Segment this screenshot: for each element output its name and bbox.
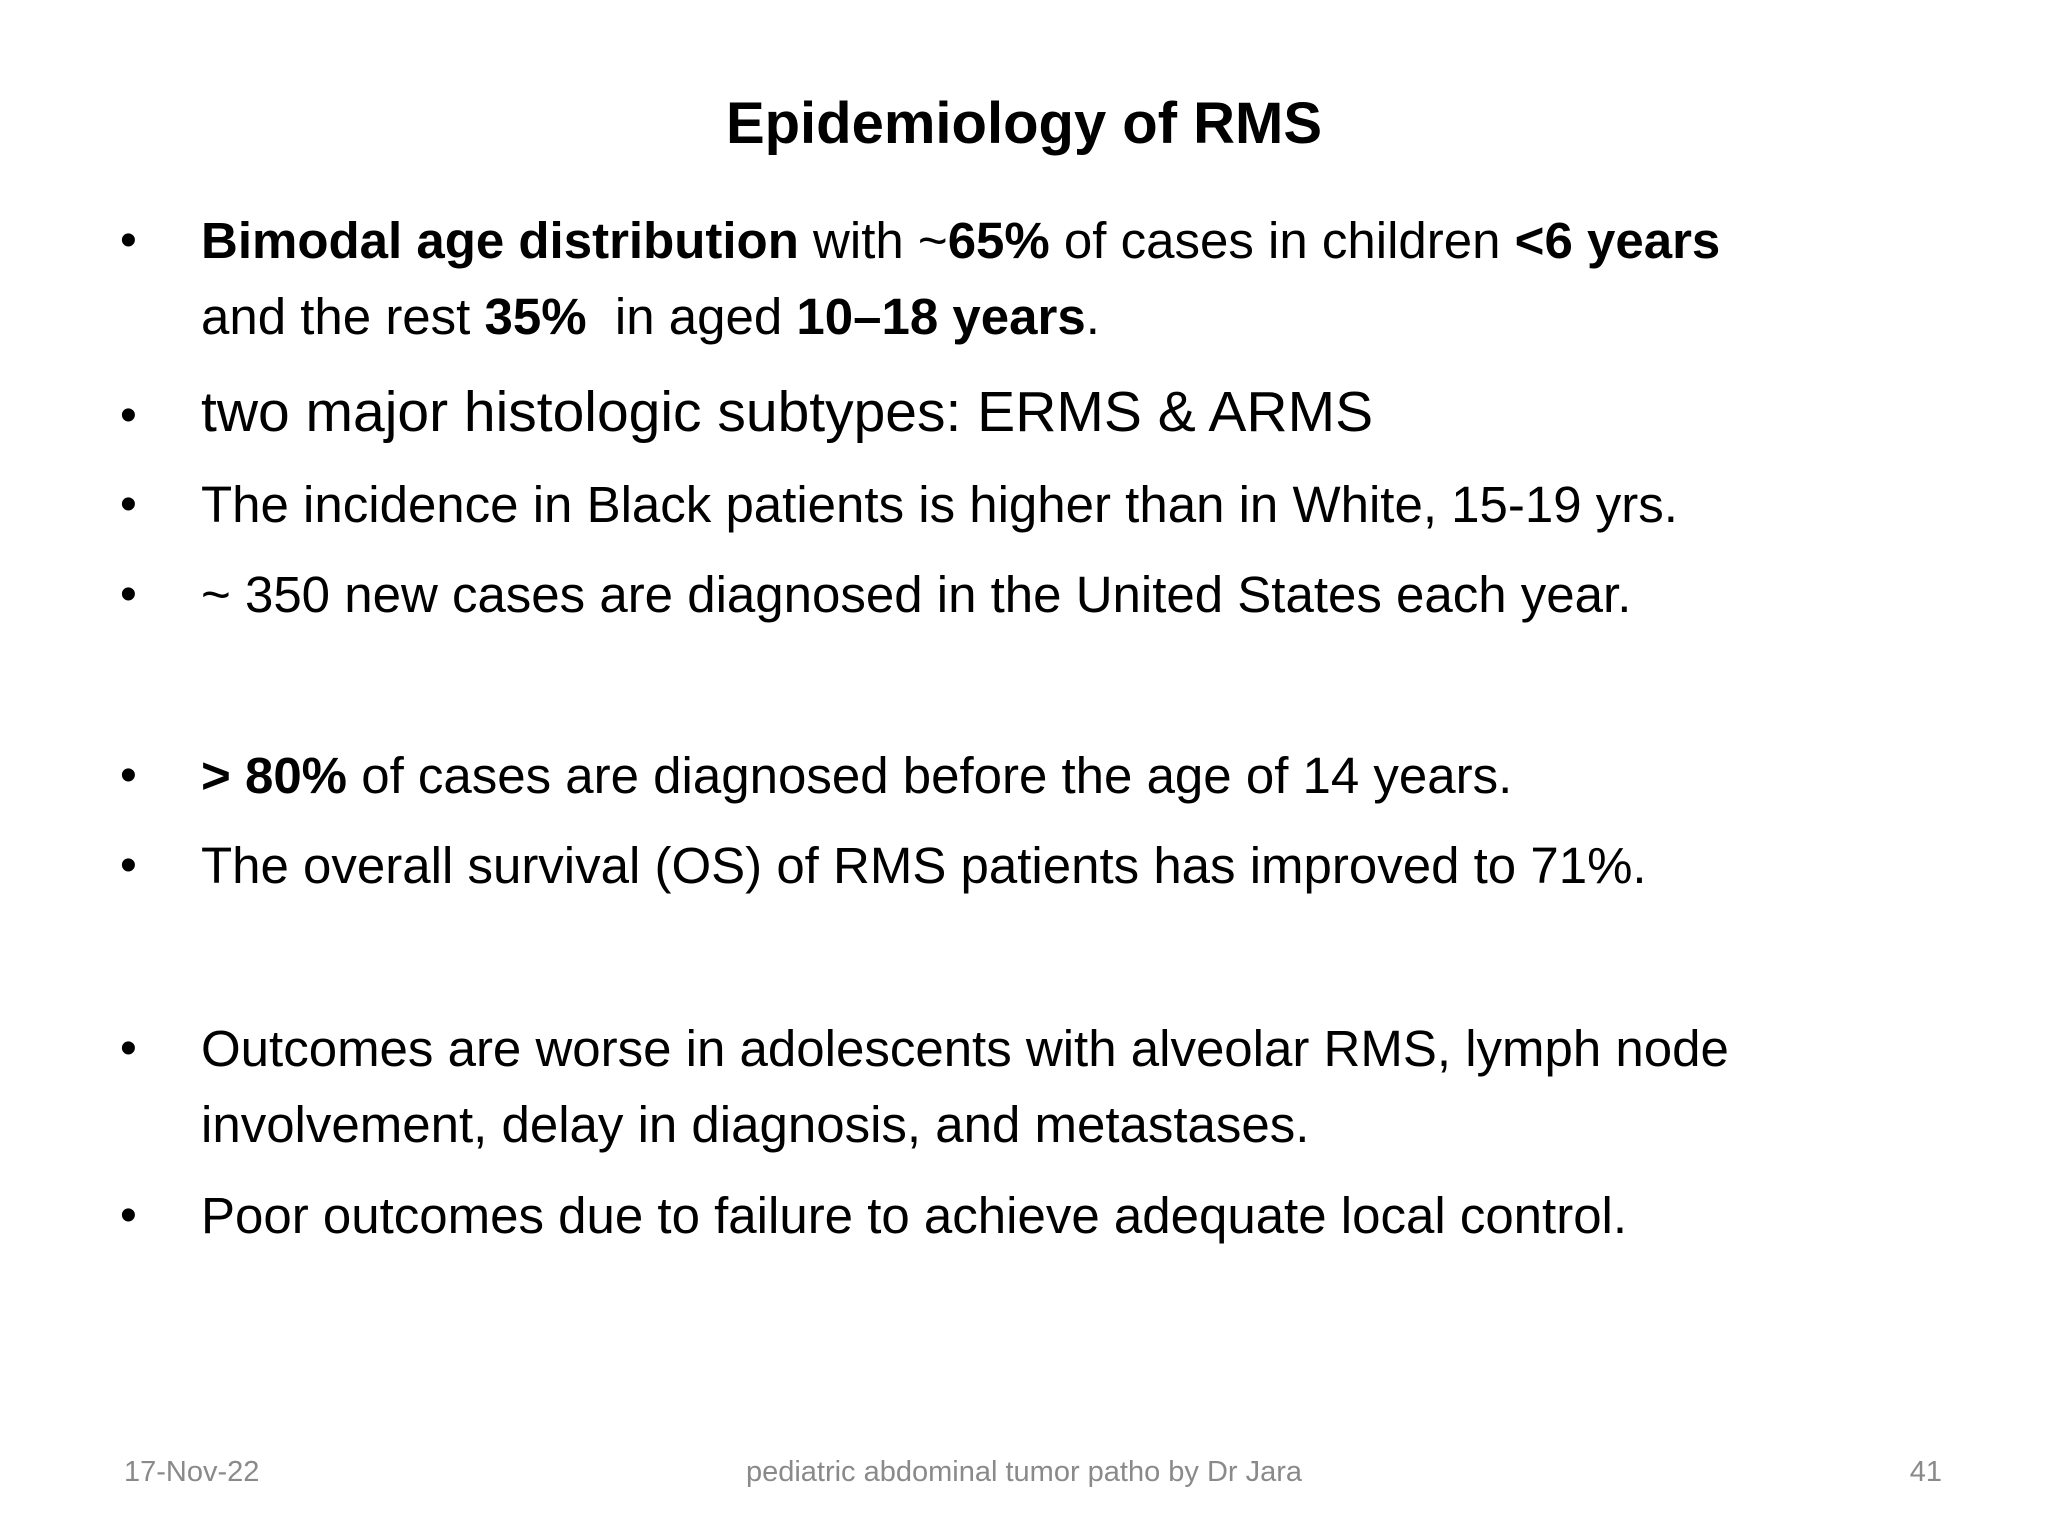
page-number: 41 xyxy=(1909,1456,1942,1488)
text-run: of cases are diagnosed before the age of 14 years. xyxy=(347,747,1513,804)
bullet-text: Poor outcomes due to failure to achieve adequate local control. xyxy=(201,1187,1628,1244)
bullet-text xyxy=(201,1011,1941,1163)
bullet-text xyxy=(201,203,1941,355)
bullet-line xyxy=(201,279,1941,355)
bullet-icon: • xyxy=(120,478,137,531)
bullet-icon: • xyxy=(120,839,137,892)
bullet-icon: • xyxy=(120,389,137,442)
bold-text: 10–18 years xyxy=(796,288,1086,345)
bullet-text: The incidence in Black patients is higher than in White, 15-19 yrs. xyxy=(201,476,1678,533)
bullet-icon: • xyxy=(120,1189,137,1242)
bullet-icon: • xyxy=(120,749,137,802)
bullet-icon: • xyxy=(120,568,137,621)
bullet-icon: • xyxy=(120,214,137,267)
bullet-line: involvement, delay in diagnosis, and metastases. xyxy=(201,1096,1310,1153)
bullet-text xyxy=(201,738,1941,814)
slide-title: Epidemiology of RMS xyxy=(725,91,1323,156)
bullet-text: The overall survival (OS) of RMS patients has improved to 71%. xyxy=(201,837,1647,894)
text-run: with ~ xyxy=(798,212,948,269)
bullet-text: ~ 350 new cases are diagnosed in the United States each year. xyxy=(201,566,1632,623)
bold-text: > 80% xyxy=(201,747,348,804)
footer-title: pediatric abdominal tumor patho by Dr Jara xyxy=(745,1456,1303,1488)
bullet-text: two major histologic subtypes: ERMS & ARMS xyxy=(201,380,1374,444)
bullet-icon: • xyxy=(120,1022,137,1075)
text-run: . xyxy=(1085,288,1100,345)
text-run: and the rest xyxy=(201,288,485,345)
bullet-line xyxy=(201,203,1941,279)
text-run: in aged xyxy=(586,288,797,345)
text-run: of cases in children xyxy=(1049,212,1515,269)
bullet-line: Outcomes are worse in adolescents with alveolar RMS, lymph node xyxy=(201,1020,1729,1077)
footer-date: 17-Nov-22 xyxy=(124,1456,260,1488)
bold-text: Bimodal age distribution xyxy=(201,212,799,269)
bold-text: 35% xyxy=(484,288,587,345)
bold-text: 65% xyxy=(947,212,1050,269)
bold-text: <6 years xyxy=(1514,212,1721,269)
